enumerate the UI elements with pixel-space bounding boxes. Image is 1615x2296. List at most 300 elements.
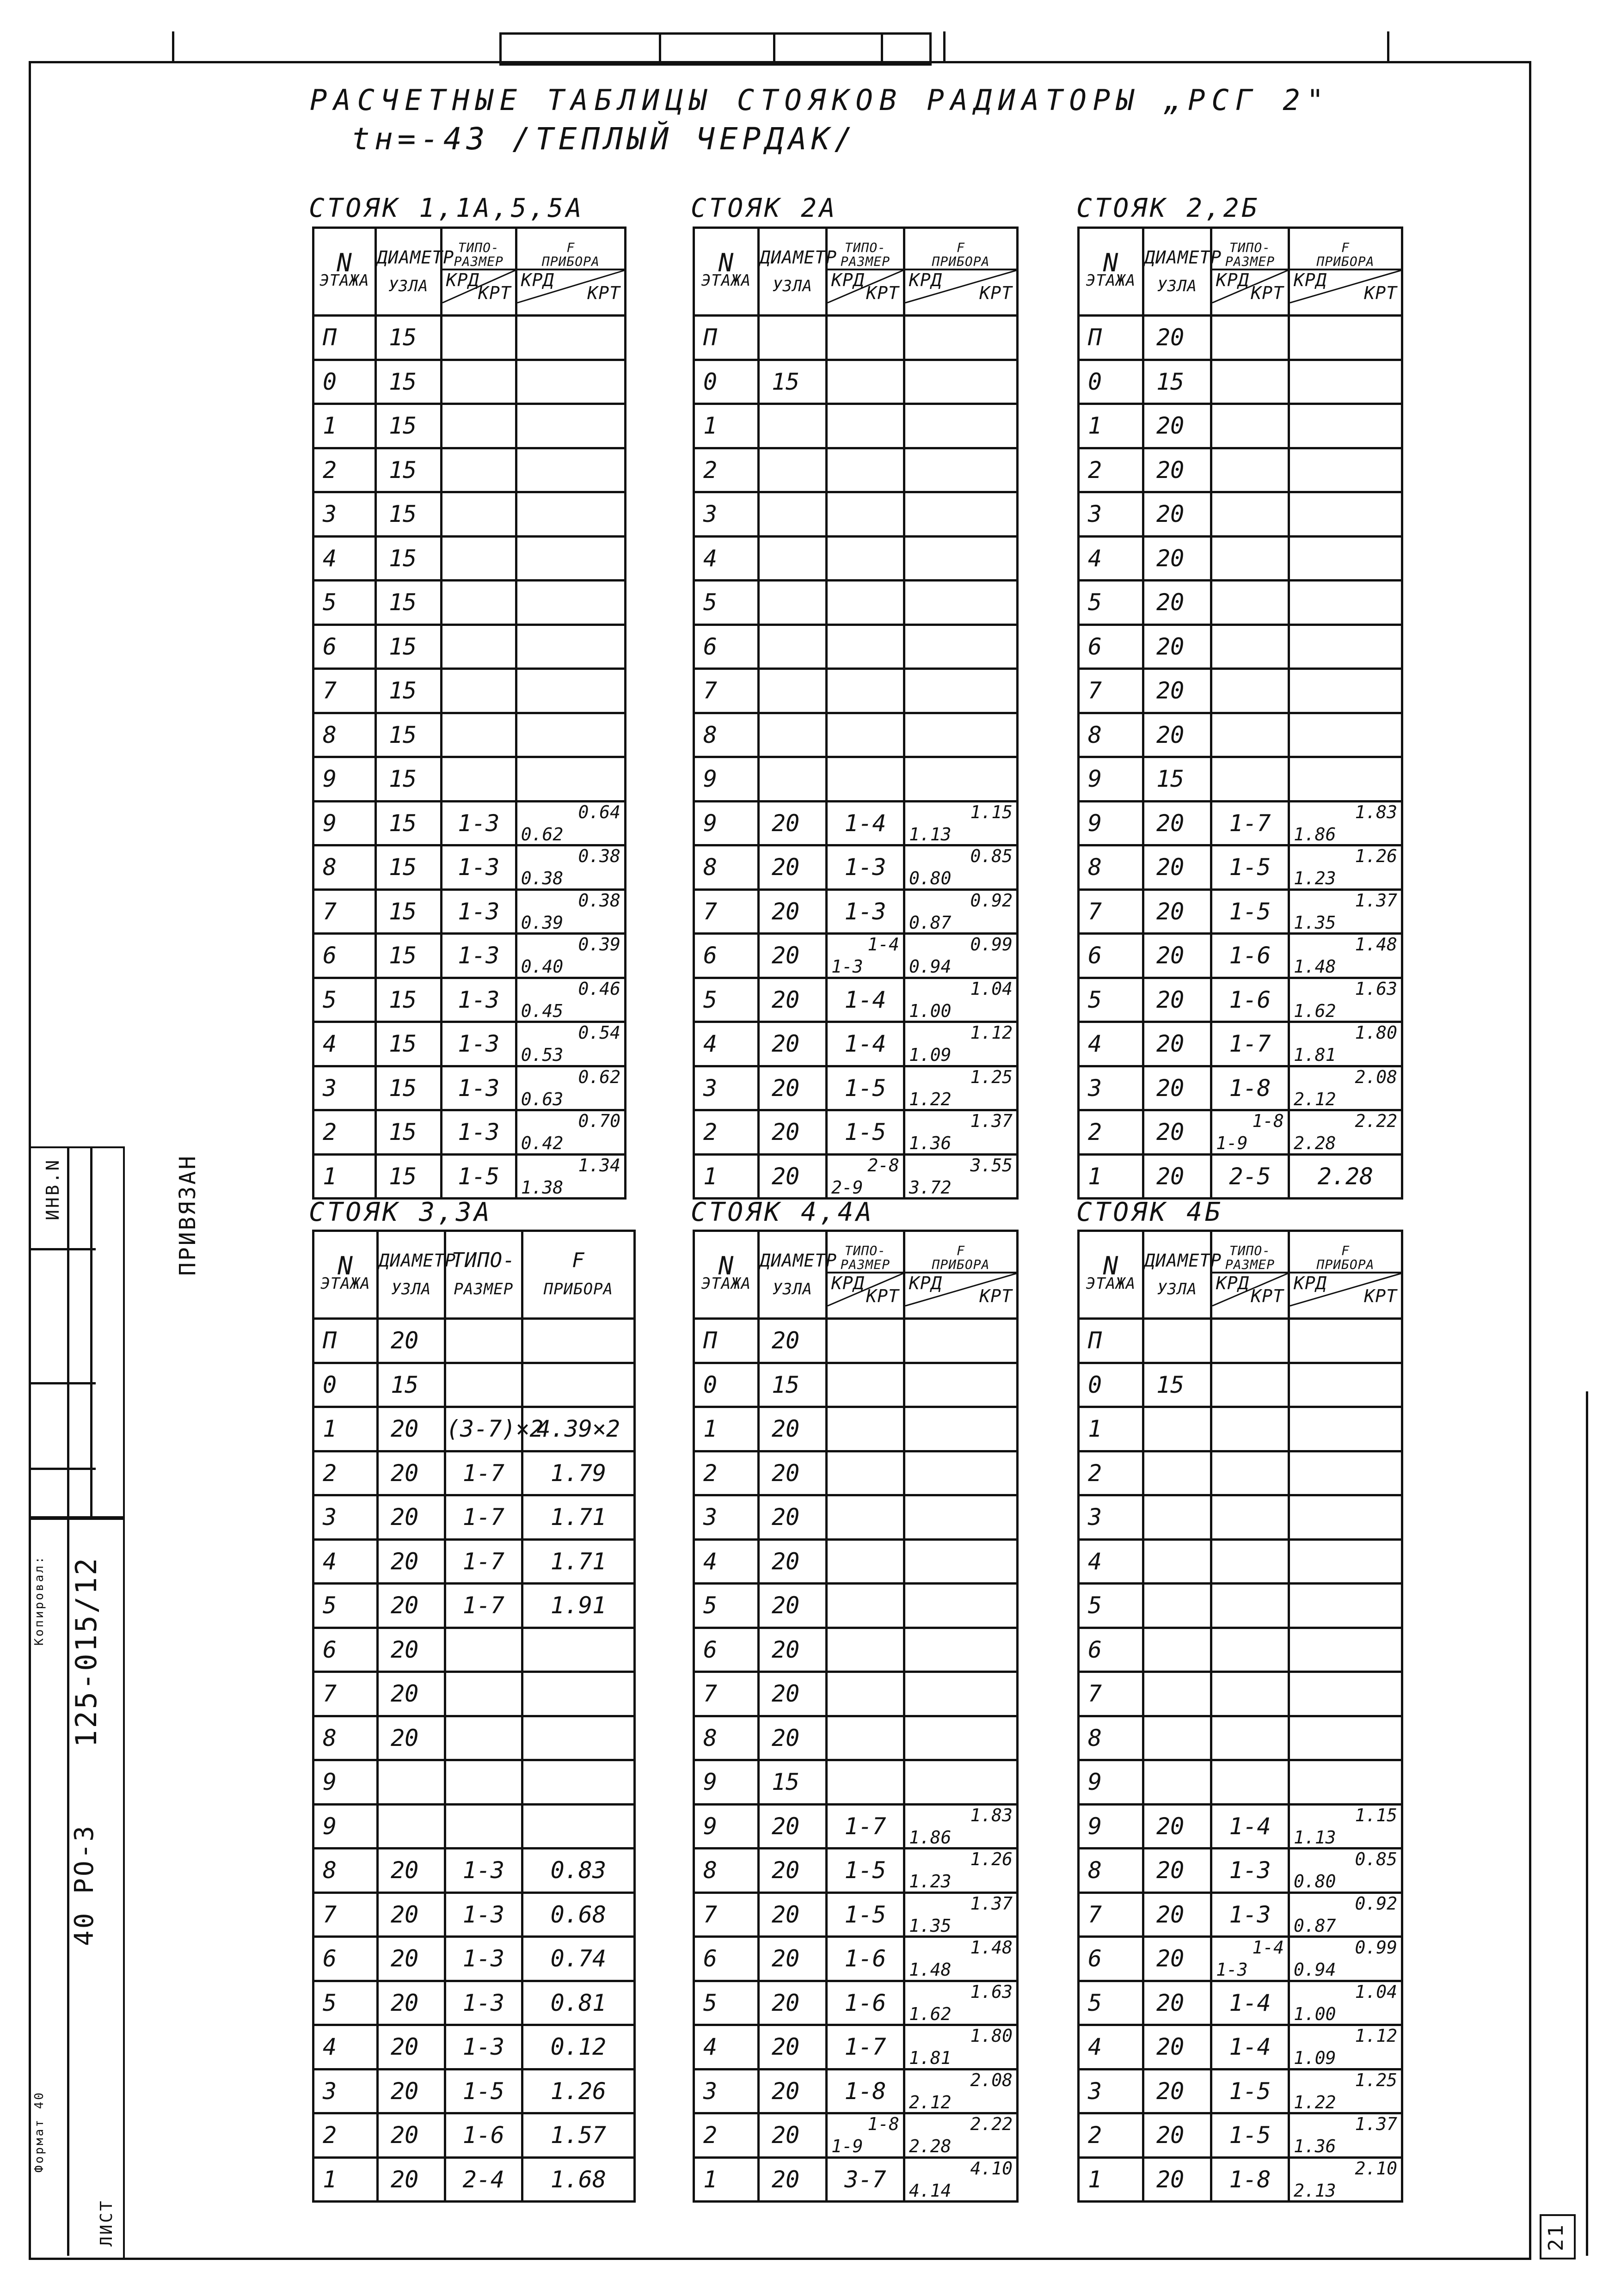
cell-type-size — [441, 536, 516, 581]
cell-floor: П — [694, 316, 759, 360]
header-split-krt: КРТ — [979, 1286, 1013, 1306]
cell-area — [1289, 448, 1402, 492]
table-row — [694, 404, 1018, 448]
cell-type-size: 1-3 — [827, 845, 904, 890]
cell-diameter: 20 — [759, 1981, 827, 2025]
cell-type-size: 1-3 — [441, 801, 516, 845]
cell-area: 1.91 — [522, 1584, 634, 1628]
table-row — [694, 625, 1018, 669]
cell-diameter: 20 — [759, 1154, 827, 1199]
table-row — [1079, 1495, 1402, 1540]
cell-area-split-krd: 2.28 — [909, 2136, 952, 2157]
cell-area-split-krt: 1.04 — [1355, 1981, 1397, 2002]
cell-type-size: 1-3 — [441, 1066, 516, 1110]
table-row — [313, 889, 626, 934]
cell-area — [904, 1672, 1018, 1716]
cell-area — [904, 978, 1018, 1022]
cell-diameter: 20 — [1143, 1110, 1211, 1155]
cell-area-split-krd: 0.38 — [521, 868, 564, 889]
cell-floor: 4 — [1079, 536, 1143, 581]
cell-type-size: 1-7 — [1211, 1022, 1289, 1066]
cell-area — [1289, 1022, 1402, 1066]
cell-diameter: 20 — [1143, 889, 1211, 934]
cell-floor: 3 — [313, 1495, 378, 1540]
cell-diameter: 20 — [759, 801, 827, 845]
cell-diameter: 20 — [1143, 1022, 1211, 1066]
cell-type-size: 1-7 — [827, 2025, 904, 2069]
table-row — [313, 492, 626, 537]
cell-floor: 5 — [1079, 1981, 1143, 2025]
cell-diameter: 15 — [376, 757, 442, 802]
header-type-size: ТИПО- РАЗМЕР — [445, 1231, 522, 1319]
cell-diameter — [759, 316, 827, 360]
cell-area-split-krt: 1.37 — [970, 1893, 1013, 1914]
cell-diameter: 15 — [376, 1154, 442, 1199]
cell-diameter: 20 — [1143, 934, 1211, 978]
cell-diameter — [1143, 1407, 1211, 1451]
cell-area-split-krt: 1.80 — [970, 2026, 1013, 2046]
cell-area — [516, 536, 625, 581]
cell-type-size — [441, 581, 516, 625]
cell-diameter: 15 — [759, 360, 827, 404]
cell-type-size — [827, 448, 904, 492]
table-row — [1079, 1451, 1402, 1495]
header-floor: N ЭТАЖА — [1079, 228, 1143, 316]
cell-type-split-krd: 1-9 — [1216, 1133, 1248, 1154]
cell-area-split-krt: 4.10 — [970, 2158, 1013, 2179]
side-doc-code: 125-015/12 — [69, 1556, 103, 1747]
cell-area — [516, 889, 625, 934]
top-tick-3 — [1387, 31, 1389, 62]
cell-diameter: 15 — [1143, 1363, 1211, 1407]
cell-area-split-krt: 1.15 — [1355, 1805, 1397, 1825]
cell-diameter: 20 — [1143, 625, 1211, 669]
cell-diameter — [378, 1804, 445, 1849]
cell-diameter: 20 — [759, 1937, 827, 1981]
cell-type-size: 1-6 — [1211, 934, 1289, 978]
cell-area — [1289, 1937, 1402, 1981]
table-row — [313, 1716, 635, 1760]
cell-area-split-krd: 1.62 — [909, 2003, 952, 2024]
cell-area — [516, 1110, 625, 1155]
cell-diameter — [759, 713, 827, 757]
header-floor: N ЭТАЖА — [694, 1231, 759, 1319]
cell-floor: 7 — [694, 669, 759, 713]
header-split-krt: КРТ — [478, 282, 511, 303]
cell-diameter: 15 — [376, 360, 442, 404]
cell-area — [516, 1022, 625, 1066]
cell-area — [1289, 360, 1402, 404]
cell-diameter: 20 — [759, 1628, 827, 1672]
table-row — [313, 801, 626, 845]
cell-diameter: 20 — [378, 1628, 445, 1672]
table-row — [694, 1804, 1018, 1849]
table-row — [1079, 713, 1402, 757]
cell-floor: 1 — [1079, 1154, 1143, 1199]
table-header-row — [313, 228, 626, 316]
table-row — [1079, 1628, 1402, 1672]
cell-diameter: 20 — [1143, 1066, 1211, 1110]
side-sheet-label: ЛИСТ — [97, 2199, 116, 2247]
cell-type-size: 1-5 — [827, 1110, 904, 1155]
cell-type-size: 1-3 — [1211, 1892, 1289, 1937]
cell-area — [1289, 1981, 1402, 2025]
cell-area — [904, 1407, 1018, 1451]
cell-diameter — [759, 404, 827, 448]
cell-floor: 1 — [313, 1407, 378, 1451]
cell-diameter: 15 — [376, 669, 442, 713]
cell-diameter: 15 — [759, 1363, 827, 1407]
cell-area — [1289, 2113, 1402, 2158]
table-row — [694, 801, 1018, 845]
cell-area-split-krd: 1.22 — [909, 1089, 952, 1109]
cell-area-split-krd: 0.45 — [521, 1000, 564, 1021]
cell-floor: 8 — [313, 713, 376, 757]
cell-floor: 9 — [694, 757, 759, 802]
cell-floor: 8 — [694, 1849, 759, 1893]
cell-floor: 7 — [1079, 1892, 1143, 1937]
cell-area: 0.12 — [522, 2025, 634, 2069]
cell-area-split-krd: 1.36 — [1294, 2136, 1336, 2157]
table-row — [313, 360, 626, 404]
table-row — [1079, 934, 1402, 978]
cell-type-size: 1-3 — [441, 889, 516, 934]
cell-area: 1.57 — [522, 2113, 634, 2158]
cell-floor: 9 — [1079, 757, 1143, 802]
cell-type-size — [1211, 757, 1289, 802]
cell-type-size: 1-7 — [445, 1451, 522, 1495]
cell-diameter: 20 — [1143, 1849, 1211, 1893]
cell-area — [1289, 713, 1402, 757]
header-split-krt: КРТ — [866, 282, 899, 303]
cell-area — [904, 1066, 1018, 1110]
cell-type-size — [827, 581, 904, 625]
cell-floor: 9 — [313, 801, 376, 845]
riser-table-3 — [1077, 227, 1403, 1200]
header-split-krd: КРД — [1216, 269, 1249, 290]
cell-area — [904, 625, 1018, 669]
cell-area — [904, 1849, 1018, 1893]
table-row — [694, 669, 1018, 713]
table-row — [1079, 669, 1402, 713]
cell-type-size: 1-6 — [445, 2113, 522, 2158]
cell-floor: 9 — [1079, 801, 1143, 845]
cell-diameter — [759, 448, 827, 492]
header-area: F ПРИБОРА КРД КРТ — [1289, 1231, 1402, 1319]
cell-type-size: 1-4 — [827, 978, 904, 1022]
cell-floor: 2 — [313, 1451, 378, 1495]
cell-type-size: 1-5 — [827, 1892, 904, 1937]
cell-floor: 7 — [313, 1672, 378, 1716]
cell-type-size — [827, 1760, 904, 1805]
cell-diameter: 20 — [759, 2025, 827, 2069]
cell-area — [904, 801, 1018, 845]
cell-type-size — [1211, 1539, 1289, 1584]
cell-area — [1289, 934, 1402, 978]
cell-area-split-krd: 1.36 — [909, 1133, 952, 1154]
cell-area — [1289, 1672, 1402, 1716]
cell-area-split-krd: 1.81 — [1294, 1045, 1336, 1065]
table-row — [313, 581, 626, 625]
cell-floor: 2 — [313, 2113, 378, 2158]
cell-diameter: 20 — [759, 2157, 827, 2202]
cell-area — [1289, 1628, 1402, 1672]
table-row — [313, 536, 626, 581]
cell-floor: 0 — [313, 1363, 378, 1407]
cell-area: 1.71 — [522, 1539, 634, 1584]
cell-diameter: 20 — [759, 1451, 827, 1495]
table-row — [694, 316, 1018, 360]
cell-type-size: 1-4 — [827, 801, 904, 845]
table-row — [313, 1804, 635, 1849]
cell-area — [1289, 536, 1402, 581]
cell-area-split-krt: 1.48 — [1355, 934, 1397, 955]
cell-area — [904, 360, 1018, 404]
cell-floor: 5 — [313, 978, 376, 1022]
table-row — [1079, 1066, 1402, 1110]
cell-floor: 8 — [313, 1716, 378, 1760]
cell-diameter: 20 — [378, 1451, 445, 1495]
cell-area — [904, 889, 1018, 934]
cell-area-split-krd: 1.35 — [909, 1915, 952, 1936]
riser-table-2 — [693, 227, 1019, 1200]
cell-area-split-krt: 0.99 — [1355, 1937, 1397, 1958]
cell-diameter: 20 — [1143, 845, 1211, 890]
cell-area — [904, 1584, 1018, 1628]
cell-area-split-krt: 0.39 — [578, 934, 620, 955]
cell-area — [516, 404, 625, 448]
cell-type-size — [827, 757, 904, 802]
cell-floor: 7 — [1079, 889, 1143, 934]
cell-floor: 7 — [1079, 669, 1143, 713]
cell-diameter — [759, 492, 827, 537]
cell-floor: 3 — [1079, 1495, 1143, 1540]
cell-area — [522, 1804, 634, 1849]
table-row — [1079, 1363, 1402, 1407]
side-stamp-div-2 — [90, 1146, 92, 1516]
cell-area-split-krt: 0.85 — [1355, 1849, 1397, 1870]
cell-diameter: 20 — [759, 1892, 827, 1937]
cell-floor: 2 — [694, 448, 759, 492]
frame-bottom-line — [29, 2258, 1531, 2260]
table-row — [313, 934, 626, 978]
cell-type-split-krd: 1-9 — [831, 2136, 863, 2157]
table-row — [1079, 404, 1402, 448]
header-split-krd: КРД — [831, 269, 865, 290]
cell-diameter: 20 — [759, 1022, 827, 1066]
header-split-krd: КРД — [831, 1273, 865, 1293]
cell-type-size: 1-4 — [1211, 1804, 1289, 1849]
cell-type-size — [1211, 1584, 1289, 1628]
cell-area-split-krt: 2.08 — [970, 2069, 1013, 2090]
cell-area-split-krt: 1.12 — [970, 1022, 1013, 1043]
cell-floor: 1 — [694, 1154, 759, 1199]
cell-type-size — [1211, 1451, 1289, 1495]
header-floor: N ЭТАЖА — [1079, 1231, 1143, 1319]
cell-type-split-krt: 2-8 — [867, 1155, 899, 1176]
cell-floor: 5 — [1079, 581, 1143, 625]
cell-area-split-krd: 1.00 — [909, 1000, 952, 1021]
table-row — [694, 1760, 1018, 1805]
cell-type-size — [1211, 1363, 1289, 1407]
cell-area-split-krt: 1.63 — [970, 1981, 1013, 2002]
cell-floor: 3 — [694, 1066, 759, 1110]
cell-floor: 5 — [694, 1981, 759, 2025]
cell-area-split-krd: 1.38 — [521, 1177, 564, 1198]
table-row — [694, 2069, 1018, 2113]
cell-diameter: 20 — [759, 889, 827, 934]
cell-diameter: 20 — [759, 1584, 827, 1628]
table-row — [694, 1672, 1018, 1716]
cell-floor: 9 — [1079, 1760, 1143, 1805]
table-row — [1079, 1937, 1402, 1981]
table-row — [1079, 492, 1402, 537]
cell-diameter: 20 — [1143, 2069, 1211, 2113]
cell-type-split-krt: 1-4 — [867, 934, 899, 955]
cell-floor: 6 — [1079, 625, 1143, 669]
cell-area — [1289, 404, 1402, 448]
cell-area-split-krd: 0.39 — [521, 912, 564, 933]
cell-area — [904, 1319, 1018, 1363]
cell-diameter: 20 — [759, 1849, 827, 1893]
cell-area-split-krd: 2.12 — [909, 2092, 952, 2112]
cell-type-size: 1-3 — [445, 1937, 522, 1981]
cell-area — [1289, 1760, 1402, 1805]
cell-floor: 1 — [694, 404, 759, 448]
table-row — [1079, 1110, 1402, 1155]
cell-area — [1289, 1407, 1402, 1451]
table-row — [694, 1154, 1018, 1199]
table-row — [313, 757, 626, 802]
cell-area-split-krt: 2.10 — [1355, 2158, 1397, 2179]
header-floor: N ЭТАЖА — [313, 228, 376, 316]
header-diameter: ДИАМЕТР УЗЛА — [759, 1231, 827, 1319]
cell-diameter: 20 — [1143, 536, 1211, 581]
cell-type-split-krt: 1-8 — [867, 2114, 899, 2135]
cell-floor: 4 — [313, 1539, 378, 1584]
cell-area-split-krt: 0.70 — [578, 1111, 620, 1132]
cell-floor: 5 — [694, 581, 759, 625]
header-diameter: ДИАМЕТР УЗЛА — [1143, 228, 1211, 316]
cell-type-size — [445, 1804, 522, 1849]
cell-diameter: 20 — [1143, 1804, 1211, 1849]
cell-diameter — [759, 536, 827, 581]
cell-area — [904, 1628, 1018, 1672]
cell-floor: 3 — [313, 1066, 376, 1110]
cell-floor: 3 — [313, 492, 376, 537]
table-label-5: СТОЯК 4,4А — [691, 1197, 875, 1227]
cell-diameter: 20 — [378, 2113, 445, 2158]
table-row — [1079, 1584, 1402, 1628]
table-row — [1079, 2069, 1402, 2113]
cell-floor: 5 — [694, 1584, 759, 1628]
cell-area — [904, 1110, 1018, 1155]
header-split-krd: КРД — [521, 269, 554, 290]
table-row — [1079, 757, 1402, 802]
header-area: F ПРИБОРА КРД КРТ — [904, 1231, 1018, 1319]
cell-area-split-krd: 0.53 — [521, 1045, 564, 1065]
header-type-size: ТИПО- РАЗМЕР КРД КРТ — [827, 1231, 904, 1319]
cell-type-size: 1-5 — [441, 1154, 516, 1199]
cell-type-size — [827, 1672, 904, 1716]
cell-area: 1.79 — [522, 1451, 634, 1495]
cell-diameter: 20 — [759, 1319, 827, 1363]
header-diameter: ДИАМЕТР УЗЛА — [376, 228, 442, 316]
cell-floor: 6 — [313, 1937, 378, 1981]
cell-area-split-krd: 1.13 — [909, 824, 952, 845]
cell-type-size — [445, 1628, 522, 1672]
riser-table-6 — [1077, 1230, 1403, 2203]
cell-type-size — [827, 2113, 904, 2158]
cell-type-size: 2-4 — [445, 2157, 522, 2202]
table-header-row — [1079, 1231, 1402, 1319]
cell-type-size: 2-5 — [1211, 1154, 1289, 1199]
cell-type-size — [1211, 492, 1289, 537]
cell-diameter: 20 — [378, 1539, 445, 1584]
table-row — [313, 1892, 635, 1937]
cell-diameter: 15 — [1143, 360, 1211, 404]
table-row — [1079, 845, 1402, 890]
table-row — [313, 669, 626, 713]
cell-diameter: 20 — [1143, 581, 1211, 625]
table-row — [313, 1110, 626, 1155]
header-split-krd: КРД — [909, 1273, 942, 1293]
cell-type-size — [827, 1716, 904, 1760]
cell-area — [1289, 1539, 1402, 1584]
cell-floor: 0 — [694, 360, 759, 404]
table-row — [694, 1937, 1018, 1981]
cell-area-split-krd: 0.87 — [1294, 1915, 1336, 1936]
cell-area-split-krt: 1.25 — [1355, 2069, 1397, 2090]
cell-area — [516, 757, 625, 802]
cell-area-split-krd: 0.42 — [521, 1133, 564, 1154]
cell-type-size — [441, 713, 516, 757]
cell-area — [516, 581, 625, 625]
cell-area — [904, 934, 1018, 978]
header-split-krt: КРТ — [1364, 282, 1397, 303]
cell-diameter: 20 — [759, 978, 827, 1022]
cell-area: 1.71 — [522, 1495, 634, 1540]
table-row — [313, 1022, 626, 1066]
cell-area-split-krt: 1.26 — [1355, 846, 1397, 867]
cell-diameter: 15 — [376, 1066, 442, 1110]
cell-area — [904, 669, 1018, 713]
table-row — [694, 1495, 1018, 1540]
cell-type-size: 1-7 — [827, 1804, 904, 1849]
cell-type-size: (3-7)×2 — [445, 1407, 522, 1451]
cell-floor: 1 — [1079, 404, 1143, 448]
header-split-krd: КРД — [446, 269, 479, 290]
table-row — [1079, 448, 1402, 492]
cell-floor: 1 — [1079, 1407, 1143, 1451]
cell-diameter — [1143, 1495, 1211, 1540]
cell-floor: 0 — [1079, 360, 1143, 404]
table-row — [1079, 1672, 1402, 1716]
cell-type-size — [445, 1363, 522, 1407]
cell-area — [904, 1539, 1018, 1584]
cell-floor: 4 — [694, 536, 759, 581]
cell-floor: 4 — [1079, 1022, 1143, 1066]
cell-area-split-krd: 1.48 — [1294, 956, 1336, 977]
table-row — [313, 1066, 626, 1110]
cell-diameter: 20 — [759, 1716, 827, 1760]
cell-type-size: 1-5 — [827, 1066, 904, 1110]
table-row — [1079, 1716, 1402, 1760]
cell-floor: 6 — [694, 625, 759, 669]
table-row — [694, 845, 1018, 890]
cell-diameter — [1143, 1319, 1211, 1363]
cell-diameter — [1143, 1760, 1211, 1805]
